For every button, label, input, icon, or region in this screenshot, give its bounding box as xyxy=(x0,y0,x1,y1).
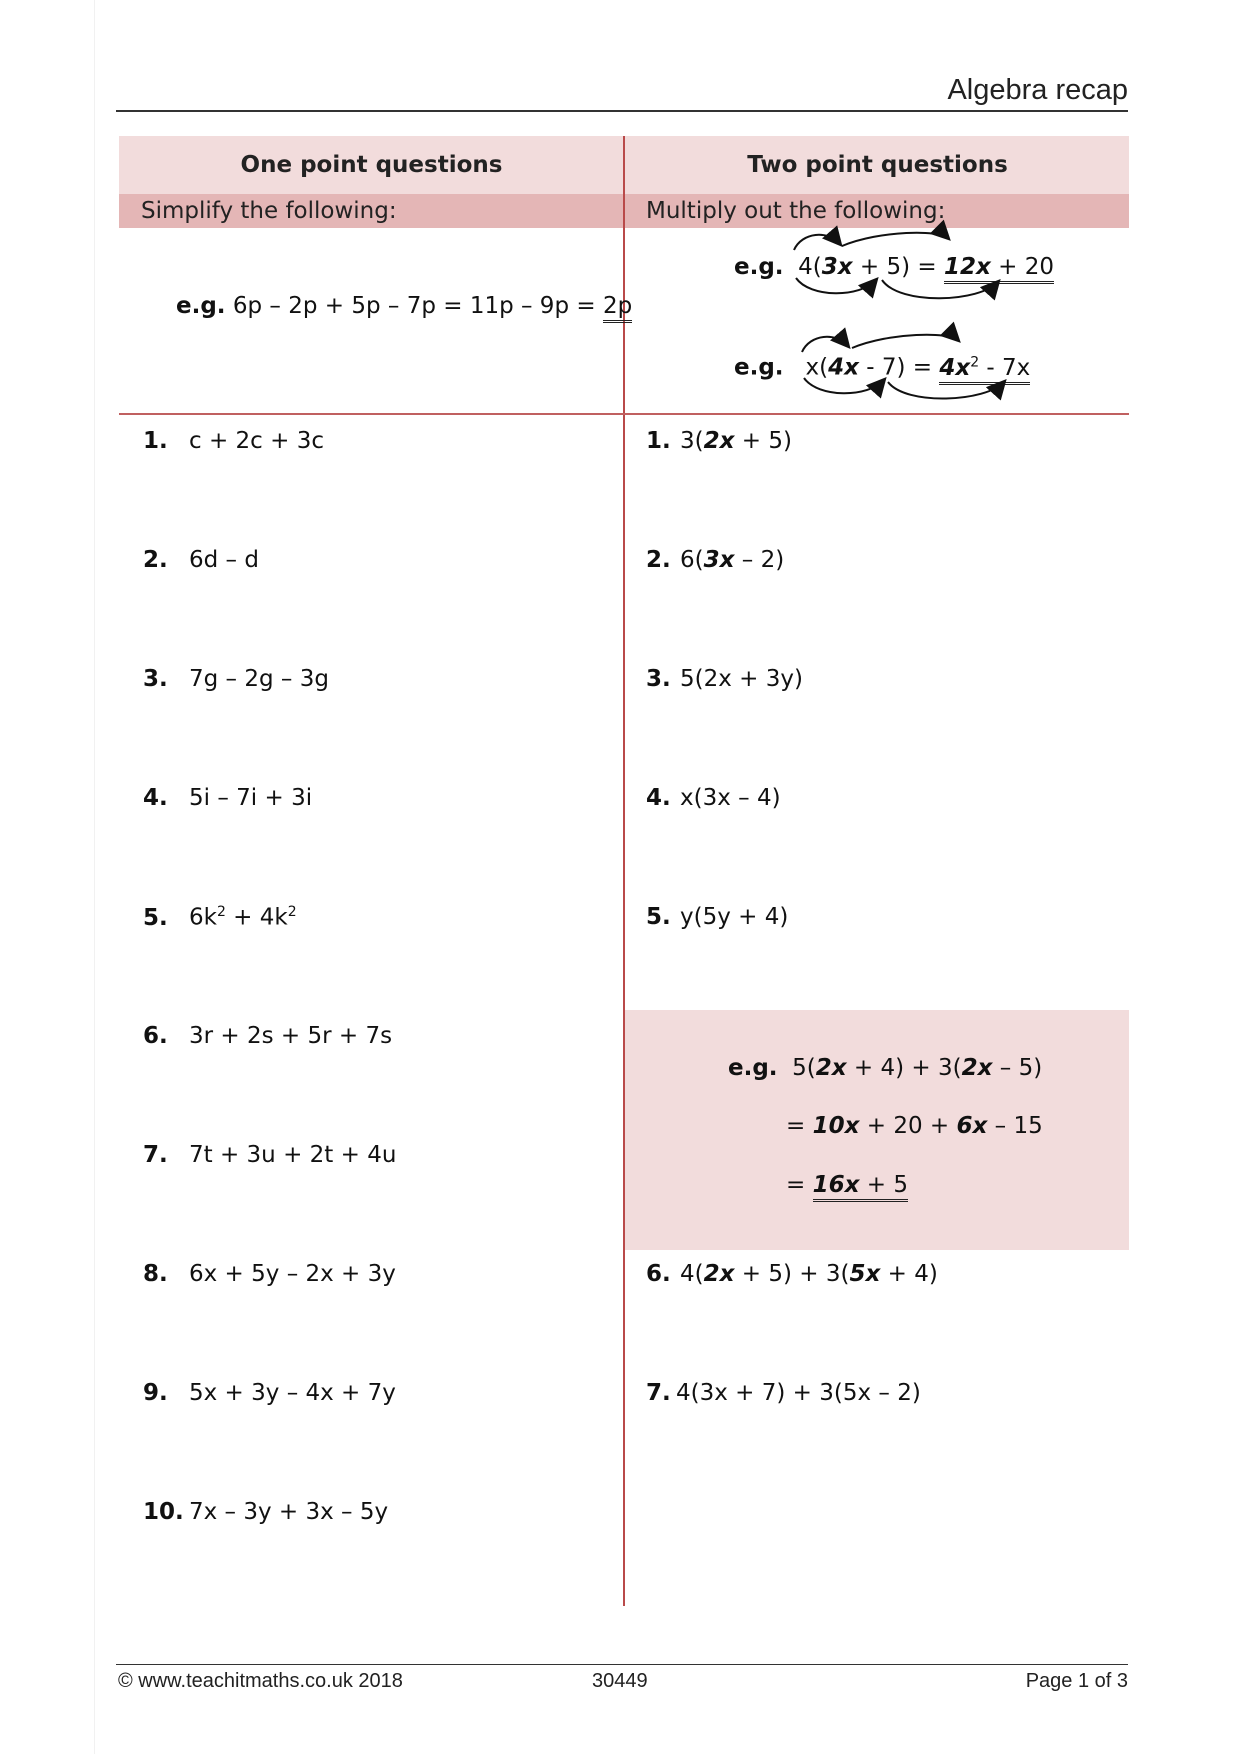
example-term: 2x xyxy=(815,1055,847,1081)
question-term: 2x xyxy=(703,428,735,454)
question-number: 10. xyxy=(143,1499,184,1525)
right-question-4 xyxy=(646,785,781,811)
example-answer-part: - 7x xyxy=(979,354,1031,381)
example-answer-part: + 20 xyxy=(990,254,1055,280)
question-number: 7. xyxy=(143,1142,168,1168)
question-term: 2x xyxy=(703,1261,735,1287)
left-instruction: Simplify the following: xyxy=(141,198,397,224)
question-text: 4(3x + 7) + 3(5x – 2) xyxy=(676,1380,921,1406)
example-term: 3x xyxy=(821,254,853,280)
question-exponent: 2 xyxy=(287,904,297,920)
question-number: 8. xyxy=(143,1261,168,1287)
example-answer: 2p xyxy=(603,293,632,323)
question-term: 3x xyxy=(703,547,735,573)
question-text: 6d – d xyxy=(189,547,259,573)
boxed-example-line-3 xyxy=(786,1172,908,1198)
left-question-5 xyxy=(143,904,297,931)
left-question-3 xyxy=(143,666,329,692)
column-divider xyxy=(623,136,625,1606)
example-answer-part: + 5 xyxy=(859,1172,908,1198)
expansion-arrows-2 xyxy=(792,330,1022,405)
question-number: 9. xyxy=(143,1380,168,1406)
question-term: 6k xyxy=(189,904,217,931)
question-number: 1. xyxy=(143,428,168,454)
example-part: 4( xyxy=(798,254,822,280)
question-term: 5x xyxy=(849,1261,881,1287)
question-text: 5i – 7i + 3i xyxy=(189,785,313,811)
right-instruction: Multiply out the following: xyxy=(646,198,946,224)
question-text: c + 2c + 3c xyxy=(189,428,324,454)
page-edge xyxy=(94,0,95,1754)
left-question-1 xyxy=(143,428,324,454)
question-part: – 2) xyxy=(734,547,785,573)
example-part: 5( xyxy=(792,1055,816,1081)
left-question-8 xyxy=(143,1261,396,1287)
question-text: 7t + 3u + 2t + 4u xyxy=(189,1142,397,1168)
footer-page-number: Page 1 of 3 xyxy=(1025,1670,1128,1692)
question-number: 5. xyxy=(143,904,168,931)
left-question-7 xyxy=(143,1142,396,1168)
question-text: 7x – 3y + 3x – 5y xyxy=(189,1499,389,1525)
question-text: x(3x – 4) xyxy=(680,785,781,811)
example-part: = xyxy=(786,1113,813,1139)
question-part: + 4) xyxy=(880,1261,938,1287)
question-number: 7. xyxy=(646,1380,671,1406)
question-part: 4( xyxy=(680,1261,704,1287)
question-number: 5. xyxy=(646,904,671,930)
example-label: e.g. xyxy=(176,293,226,319)
question-number: 3. xyxy=(646,666,671,692)
left-question-6 xyxy=(143,1023,392,1049)
left-worked-example xyxy=(176,293,632,319)
example-part: x( xyxy=(805,354,829,381)
question-term: + 4k xyxy=(225,904,288,931)
question-number: 3. xyxy=(143,666,168,692)
left-question-10 xyxy=(143,1499,388,1525)
example-part: + 4) + 3( xyxy=(846,1055,962,1081)
footer-code: 30449 xyxy=(592,1670,648,1692)
example-term: 2x xyxy=(961,1055,993,1081)
boxed-example-line-2 xyxy=(786,1113,1043,1139)
question-part: 6( xyxy=(680,547,704,573)
question-text: 3r + 2s + 5r + 7s xyxy=(189,1023,393,1049)
question-text: 7g – 2g – 3g xyxy=(189,666,329,692)
question-number: 6. xyxy=(143,1023,168,1049)
example-divider xyxy=(119,413,1129,415)
left-question-9 xyxy=(143,1380,396,1406)
right-question-1 xyxy=(646,428,792,454)
example-answer-term: 4x xyxy=(939,354,971,381)
question-number: 2. xyxy=(646,547,671,573)
example-label: e.g. xyxy=(734,354,784,381)
question-number: 1. xyxy=(646,428,671,454)
right-question-2 xyxy=(646,547,784,573)
question-part: + 5) xyxy=(734,428,792,454)
question-number: 4. xyxy=(143,785,168,811)
document-title: Algebra recap xyxy=(947,74,1128,106)
right-question-7 xyxy=(646,1380,921,1406)
example-expression: 6p – 2p + 5p – 7p = 11p – 9p = xyxy=(232,293,603,319)
left-question-2 xyxy=(143,547,259,573)
boxed-example-line-1 xyxy=(728,1055,1042,1081)
example-part: + 5) = xyxy=(852,254,945,280)
right-question-5 xyxy=(646,904,788,930)
right-question-6 xyxy=(646,1261,938,1287)
example-term: 10x xyxy=(812,1113,860,1139)
example-label: e.g. xyxy=(728,1055,778,1081)
example-exponent: 2 xyxy=(970,354,980,370)
example-part: - 7) = xyxy=(858,354,940,381)
right-question-3 xyxy=(646,666,803,692)
left-question-4 xyxy=(143,785,312,811)
example-answer-term: 12x xyxy=(944,254,991,280)
example-part: – 5) xyxy=(992,1055,1043,1081)
example-label: e.g. xyxy=(734,254,784,280)
example-part: – 15 xyxy=(987,1113,1043,1139)
example-term: 6x xyxy=(956,1113,988,1139)
example-term: 4x xyxy=(828,354,859,381)
question-text: 5x + 3y – 4x + 7y xyxy=(189,1380,396,1406)
question-text: 5(2x + 3y) xyxy=(680,666,803,692)
question-part: + 5) + 3( xyxy=(734,1261,850,1287)
question-text: y(5y + 4) xyxy=(680,904,789,930)
question-text: 6x + 5y – 2x + 3y xyxy=(189,1261,396,1287)
footer-copyright: © www.teachitmaths.co.uk 2018 xyxy=(118,1670,403,1692)
question-number: 2. xyxy=(143,547,168,573)
question-exponent: 2 xyxy=(216,904,226,920)
example-answer-term: 16x xyxy=(812,1172,860,1198)
footer-rule xyxy=(116,1664,1128,1665)
left-column-heading: One point questions xyxy=(240,152,503,178)
right-column-heading: Two point questions xyxy=(747,152,1008,178)
example-part: = xyxy=(786,1172,813,1198)
question-number: 6. xyxy=(646,1261,671,1287)
question-number: 4. xyxy=(646,785,671,811)
question-part: 3( xyxy=(680,428,704,454)
header-rule xyxy=(116,110,1128,112)
example-part: + 20 + xyxy=(859,1113,957,1139)
expansion-arrows-1 xyxy=(790,228,1020,303)
